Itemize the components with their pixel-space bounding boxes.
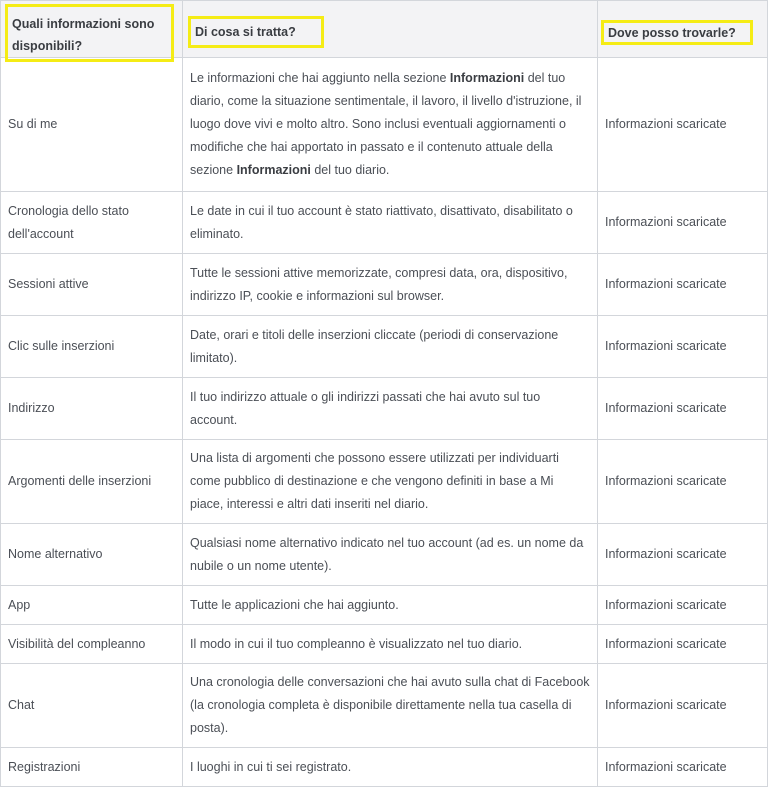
table-row: [1, 586, 768, 625]
row-description: I luoghi in cui ti sei registrato.: [183, 748, 598, 787]
table-row: [1, 58, 768, 192]
header-description: Di cosa si tratta?: [195, 25, 296, 39]
row-where: Informazioni scaricate: [598, 586, 768, 625]
row-description: Tutte le applicazioni che hai aggiunto.: [183, 586, 598, 625]
row-label: Cronologia dello stato dell'account: [1, 192, 183, 254]
table-row: [1, 254, 768, 316]
row-description: Il tuo indirizzo attuale o gli indirizzi passati che hai avuto sul tuo account.: [183, 378, 598, 440]
row-description: Le date in cui il tuo account è stato riattivato, disattivato, disabilitato o eliminato.: [183, 192, 598, 254]
header-cell-where: [598, 1, 768, 58]
table-row: [1, 192, 768, 254]
row-label: Argomenti delle inserzioni: [1, 440, 183, 524]
header-highlight-description: [188, 16, 324, 48]
desc-bold: Informazioni: [449, 71, 525, 85]
row-description: Una cronologia delle conversazioni che hai avuto sulla chat di Facebook (la cronologia completa è disponibile direttamente nella tua casella di posta).: [183, 664, 598, 748]
header-cell-description: [183, 1, 598, 58]
row-where: Informazioni scaricate: [598, 625, 768, 664]
row-label: Su di me: [1, 58, 183, 192]
header-highlight-what: [5, 4, 174, 62]
row-description: [183, 58, 598, 192]
row-description: Una lista di argomenti che possono essere utilizzati per individuarti come pubblico di destinazione e che vengono definiti in base a Mi piace, interessi e altri dati inseriti nel diario.: [183, 440, 598, 524]
row-where: Informazioni scaricate: [598, 58, 768, 192]
table-row: [1, 378, 768, 440]
row-where: Informazioni scaricate: [598, 440, 768, 524]
table-row: [1, 664, 768, 748]
header-highlight-where: [601, 20, 753, 45]
header-what: Quali informazioni sono disponibili?: [12, 17, 155, 53]
row-where: Informazioni scaricate: [598, 378, 768, 440]
row-where: Informazioni scaricate: [598, 524, 768, 586]
table-row: [1, 625, 768, 664]
row-description: Date, orari e titoli delle inserzioni cliccate (periodi di conservazione limitato).: [183, 316, 598, 378]
table-row: [1, 524, 768, 586]
header-cell-what: [1, 1, 183, 58]
row-where: Informazioni scaricate: [598, 192, 768, 254]
desc-text: Le informazioni che hai aggiunto nella sezione: [190, 71, 450, 85]
row-where: Informazioni scaricate: [598, 664, 768, 748]
row-description: Qualsiasi nome alternativo indicato nel tuo account (ad es. un nome da nubile o un nome utente).: [183, 524, 598, 586]
row-label: App: [1, 586, 183, 625]
row-where: Informazioni scaricate: [598, 316, 768, 378]
row-label: Clic sulle inserzioni: [1, 316, 183, 378]
row-where: Informazioni scaricate: [598, 748, 768, 787]
row-label: Chat: [1, 664, 183, 748]
table-row: [1, 440, 768, 524]
row-label: Sessioni attive: [1, 254, 183, 316]
desc-bold: Informazioni: [236, 163, 311, 177]
row-description: Tutte le sessioni attive memorizzate, compresi data, ora, dispositivo, indirizzo IP, cookie e informazioni sul browser.: [183, 254, 598, 316]
row-where: Informazioni scaricate: [598, 254, 768, 316]
desc-text: del tuo diario.: [310, 163, 390, 177]
header-where: Dove posso trovarle?: [608, 26, 736, 40]
row-label: Visibilità del compleanno: [1, 625, 183, 664]
table-row: [1, 316, 768, 378]
row-description: Il modo in cui il tuo compleanno è visualizzato nel tuo diario.: [183, 625, 598, 664]
row-label: Indirizzo: [1, 378, 183, 440]
row-label: Nome alternativo: [1, 524, 183, 586]
table-row: [1, 748, 768, 787]
table-header-row: [1, 1, 768, 58]
desc-text: del tuo diario, come la situazione sentimentale, il lavoro, il livello d'istruzione, il luogo dove vivi e molto altro. Sono inclusi eventuali aggiornamenti o modifiche che hai apportato in passato e il contenuto attuale della sezione: [190, 71, 582, 177]
row-label: Registrazioni: [1, 748, 183, 787]
